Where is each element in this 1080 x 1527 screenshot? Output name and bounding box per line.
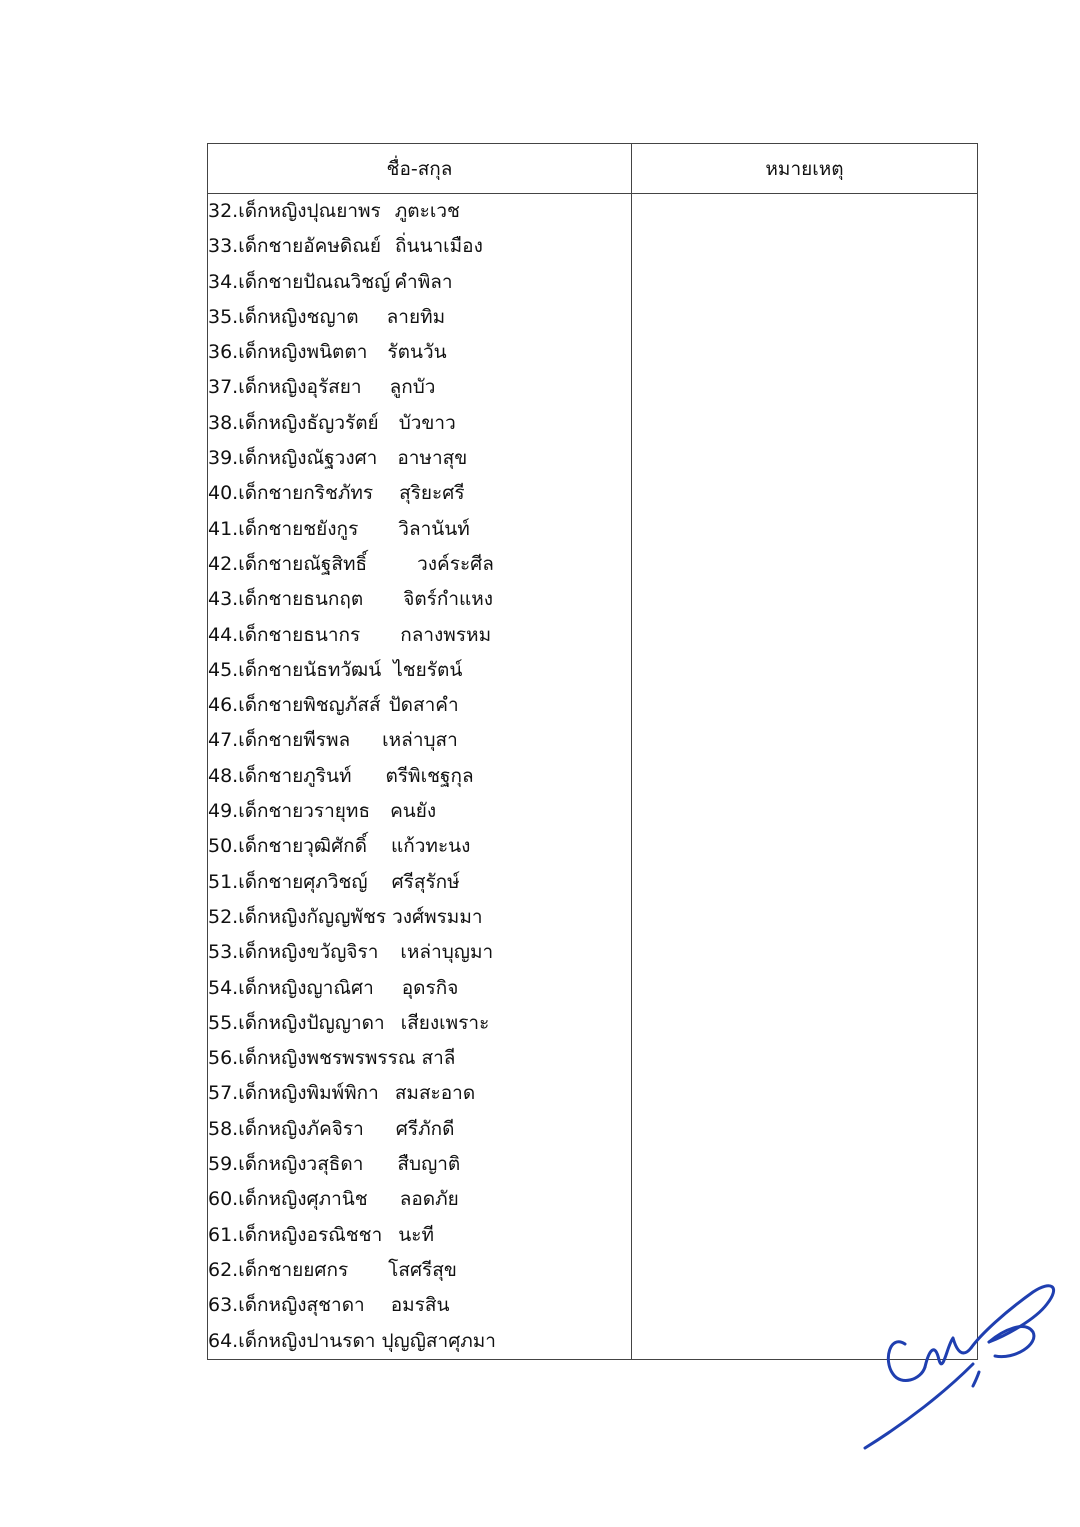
list-item xyxy=(208,618,631,653)
list-item xyxy=(208,971,631,1006)
student-given-name: เด็กชายวรายุทธ xyxy=(238,800,371,823)
student-surname: รัตนวัน xyxy=(387,341,447,364)
student-given-name: เด็กหญิงพนิตตา xyxy=(238,341,368,364)
item-number: 48. xyxy=(208,764,239,787)
item-number: 47. xyxy=(208,729,239,752)
student-given-name: เด็กหญิงชญาต xyxy=(238,305,359,328)
table-header-row xyxy=(208,144,978,194)
student-given-name: เด็กชายพีรพล xyxy=(238,729,351,752)
student-given-name: เด็กหญิงพชรพรพรรณ xyxy=(238,1047,416,1070)
list-item xyxy=(208,688,631,723)
list-item xyxy=(208,335,631,370)
student-surname: วงค์ระศีล xyxy=(417,552,494,575)
student-surname: นะที xyxy=(398,1223,434,1246)
student-surname: ภูตะเวช xyxy=(394,200,460,222)
item-number: 64. xyxy=(208,1329,239,1352)
list-item xyxy=(208,1041,631,1076)
student-surname: กลางพรหม xyxy=(400,623,492,646)
student-given-name: เด็กชายยศกร xyxy=(238,1258,349,1281)
student-given-name: เด็กชายกริชภัทร xyxy=(238,482,374,505)
item-number: 52. xyxy=(208,905,239,928)
item-number: 58. xyxy=(208,1117,239,1140)
list-item xyxy=(208,406,631,441)
student-surname: ศรีสุรักษ์ xyxy=(391,870,460,893)
item-number: 33. xyxy=(208,235,239,258)
list-item xyxy=(208,1288,631,1323)
list-item xyxy=(208,370,631,405)
student-given-name: เด็กหญิงณัฐวงศา xyxy=(238,447,378,470)
student-surname: คนยัง xyxy=(390,800,437,823)
item-number: 60. xyxy=(208,1188,239,1211)
list-item xyxy=(208,265,631,300)
item-number: 46. xyxy=(208,694,239,717)
list-item xyxy=(208,1324,631,1359)
student-surname: บัวขาว xyxy=(398,411,456,434)
item-number: 59. xyxy=(208,1153,239,1176)
list-item xyxy=(208,1182,631,1217)
student-given-name: เด็กชายอัคษดิณย์ xyxy=(238,235,381,258)
student-surname: สาลี xyxy=(421,1047,456,1070)
student-given-name: เด็กหญิงศุภานิช xyxy=(238,1188,368,1211)
student-surname: สุริยะศรี xyxy=(399,482,465,505)
student-surname: โสศรีสุข xyxy=(388,1258,457,1281)
student-surname: วงศ์พรมมา xyxy=(392,905,483,928)
list-item xyxy=(208,512,631,547)
item-number: 32. xyxy=(208,200,239,222)
student-surname: เสียงเพราะ xyxy=(400,1011,490,1034)
item-number: 49. xyxy=(208,800,239,823)
student-surname: ถิ่นนาเมือง xyxy=(395,235,483,258)
list-item xyxy=(208,829,631,864)
item-number: 54. xyxy=(208,976,239,999)
list-item xyxy=(208,1218,631,1253)
name-column-header: ชื่อ-สกุล xyxy=(208,144,632,194)
list-item xyxy=(208,441,631,476)
item-number: 50. xyxy=(208,835,239,858)
student-given-name: เด็กหญิงอุรัสยา xyxy=(238,376,362,399)
list-item xyxy=(208,759,631,794)
student-surname: แก้วทะนง xyxy=(391,835,471,858)
student-surname: ลอดภัย xyxy=(399,1188,459,1211)
student-given-name: เด็กหญิงภัคจิรา xyxy=(238,1117,364,1140)
student-given-name: เด็กหญิงปานรดา xyxy=(238,1329,376,1352)
student-surname: เหล่าบุสา xyxy=(382,729,458,752)
student-given-name: เด็กหญิงวสุธิดา xyxy=(238,1153,364,1176)
student-surname: ไชยรัตน์ xyxy=(393,658,463,681)
list-item xyxy=(208,476,631,511)
student-given-name: เด็กหญิงธัญวรัตย์ xyxy=(238,411,379,434)
item-number: 37. xyxy=(208,376,239,399)
student-given-name: เด็กชายธนกฤต xyxy=(238,588,364,611)
note-column-header: หมายเหตุ xyxy=(632,144,978,194)
item-number: 51. xyxy=(208,870,239,893)
list-item xyxy=(208,1253,631,1288)
list-item xyxy=(208,1006,631,1041)
item-number: 35. xyxy=(208,305,239,328)
item-number: 53. xyxy=(208,941,239,964)
item-number: 39. xyxy=(208,447,239,470)
item-number: 55. xyxy=(208,1011,239,1034)
student-given-name: เด็กหญิงญาณิศา xyxy=(238,976,374,999)
student-surname: สมสะอาด xyxy=(394,1082,476,1105)
names-cell xyxy=(208,194,632,1360)
student-surname: อาษาสุข xyxy=(397,447,468,470)
student-surname: ปุญญิสาศุภมา xyxy=(381,1329,496,1352)
student-given-name: เด็กหญิงอรณิชชา xyxy=(238,1223,383,1246)
student-given-name: เด็กชายนัธทวัฒน์ xyxy=(238,658,382,681)
student-given-name: เด็กหญิงสุชาดา xyxy=(238,1294,365,1317)
item-number: 57. xyxy=(208,1082,239,1105)
student-given-name: เด็กหญิงขวัญจิรา xyxy=(238,941,379,964)
item-number: 42. xyxy=(208,552,239,575)
list-item xyxy=(208,300,631,335)
list-item xyxy=(208,1147,631,1182)
student-given-name: เด็กหญิงปุณยาพร xyxy=(238,200,381,222)
list-item xyxy=(208,582,631,617)
student-given-name: เด็กชายณัฐสิทธิ์ xyxy=(238,552,368,575)
item-number: 56. xyxy=(208,1047,239,1070)
list-item xyxy=(208,935,631,970)
student-roster-table xyxy=(207,143,978,1360)
list-item xyxy=(208,900,631,935)
list-item xyxy=(208,229,631,264)
student-given-name: เด็กชายปัณณวิชญ์ xyxy=(238,270,391,293)
item-number: 38. xyxy=(208,411,239,434)
student-given-name: เด็กชายพิชญภัสส์ xyxy=(238,694,381,717)
item-number: 45. xyxy=(208,658,239,681)
student-given-name: เด็กชายศุภวิชญ์ xyxy=(238,870,368,893)
item-number: 40. xyxy=(208,482,239,505)
student-given-name: เด็กชายภูรินท์ xyxy=(238,764,352,787)
item-number: 36. xyxy=(208,341,239,364)
list-item xyxy=(208,653,631,688)
student-surname: จิตร์กำแหง xyxy=(403,588,494,611)
item-number: 44. xyxy=(208,623,239,646)
list-item xyxy=(208,547,631,582)
student-given-name: เด็กชายชยังกูร xyxy=(238,517,359,540)
student-given-name: เด็กหญิงพิมพ์พิกา xyxy=(238,1082,379,1105)
student-surname: ลายทิม xyxy=(386,305,446,328)
student-given-name: เด็กหญิงกัญญพัชร xyxy=(238,905,387,928)
student-surname: ศรีภักดี xyxy=(395,1117,455,1140)
student-given-name: เด็กชายวุฒิศักดิ์ xyxy=(238,835,367,858)
item-number: 41. xyxy=(208,517,239,540)
student-surname: เหล่าบุญมา xyxy=(400,941,494,964)
item-number: 43. xyxy=(208,588,239,611)
item-number: 62. xyxy=(208,1258,239,1281)
list-item xyxy=(208,1076,631,1111)
student-surname: ลูกบัว xyxy=(389,376,436,399)
note-cell xyxy=(632,194,978,1360)
student-surname: วิลานันท์ xyxy=(398,517,470,540)
student-surname: คำพิลา xyxy=(394,270,453,293)
list-item xyxy=(208,794,631,829)
list-item xyxy=(208,723,631,758)
student-given-name: เด็กชายธนากร xyxy=(238,623,361,646)
item-number: 63. xyxy=(208,1294,239,1317)
student-given-name: เด็กหญิงปัญญาดา xyxy=(238,1011,385,1034)
list-item xyxy=(208,1112,631,1147)
student-surname: อุดรกิจ xyxy=(401,976,459,999)
list-item xyxy=(208,194,631,229)
student-surname: สืบญาติ xyxy=(397,1153,461,1176)
signature-image xyxy=(855,1272,1065,1457)
item-number: 61. xyxy=(208,1223,239,1246)
list-item xyxy=(208,865,631,900)
student-surname: ตรีพิเชฐกุล xyxy=(385,764,474,787)
item-number: 34. xyxy=(208,270,239,293)
student-surname: ปัดสาคำ xyxy=(388,694,459,717)
student-surname: อมรสิน xyxy=(390,1294,450,1317)
